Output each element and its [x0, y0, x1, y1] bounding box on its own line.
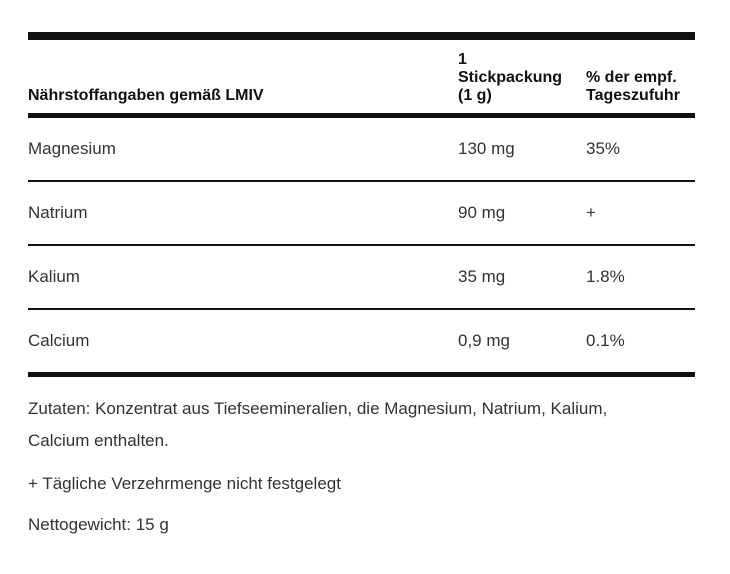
nutrient-daily-value: 1.8% [586, 267, 625, 286]
net-weight-text: Nettogewicht: 15 g [28, 515, 169, 534]
ingredients-text: Zutaten: Konzentrat aus Tiefseemineralien, die Magnesium, Natrium, Kalium, Calcium enthalten. [28, 399, 608, 450]
table-bottom-rule [28, 372, 695, 377]
table-row [28, 118, 695, 180]
nutrient-name: Natrium [28, 203, 88, 222]
nutrient-name: Calcium [28, 331, 90, 350]
nutrient-name: Magnesium [28, 139, 116, 158]
nutrient-daily-value: + [586, 203, 596, 222]
nutrient-name: Kalium [28, 267, 80, 286]
header-amount-line1: 1 [458, 51, 467, 68]
table-top-rule [28, 32, 695, 40]
footnote-text: + Tägliche Verzehrmenge nicht festgelegt [28, 474, 341, 493]
header-pct-line2: Tageszufuhr [586, 87, 680, 104]
header-amount [458, 51, 578, 105]
table-row [28, 182, 695, 244]
header-daily-value [586, 69, 696, 105]
nutrient-amount: 90 mg [458, 203, 506, 222]
header-amount-line2: Stickpackung [458, 69, 563, 86]
table-header-row [28, 40, 695, 113]
nutrient-amount: 35 mg [458, 267, 506, 286]
header-pct-line1: % der empf. [586, 69, 677, 86]
nutrition-table [28, 32, 695, 377]
table-row [28, 246, 695, 308]
header-amount-line3: (1 g) [458, 87, 492, 104]
nutrient-daily-value: 0.1% [586, 331, 625, 350]
nutrient-daily-value: 35% [586, 139, 621, 158]
product-notes [28, 393, 668, 541]
nutrient-amount: 130 mg [458, 139, 515, 158]
table-row [28, 310, 695, 372]
nutrient-amount: 0,9 mg [458, 331, 510, 350]
header-nutrient-label: Nährstoffangaben gemäß LMIV [28, 87, 264, 104]
